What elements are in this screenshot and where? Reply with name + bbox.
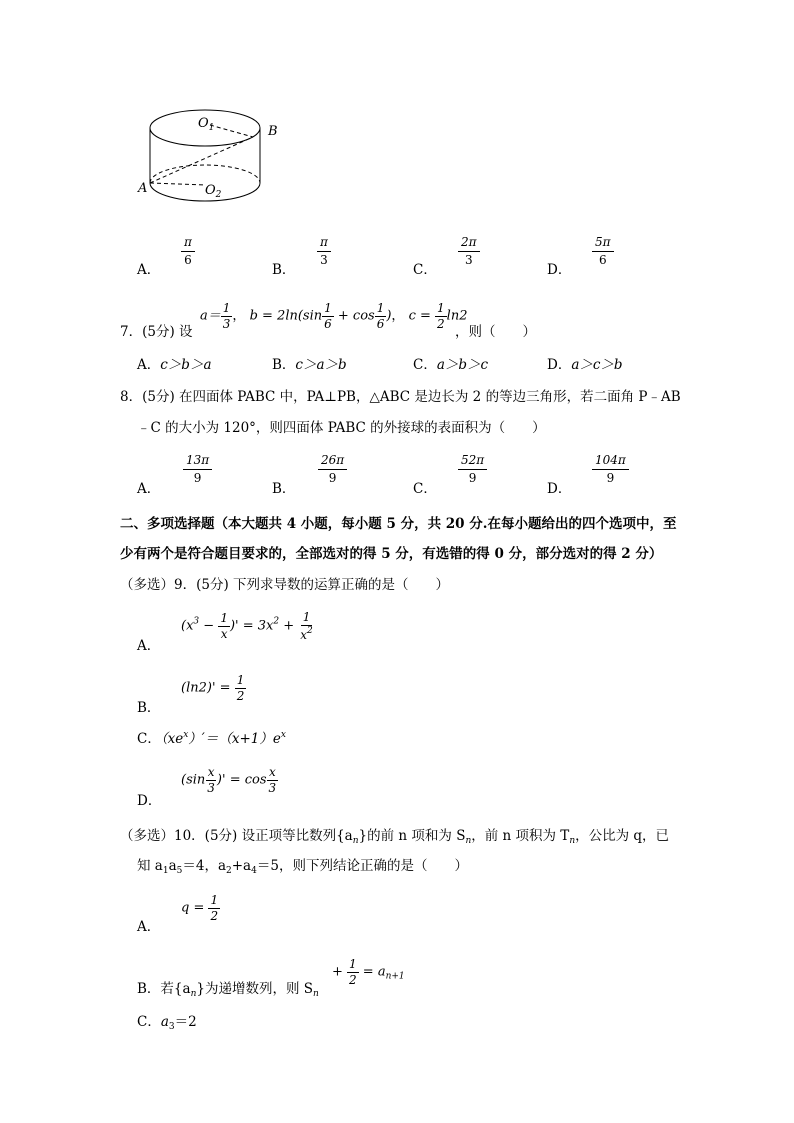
q9-option-b-formula: (ln2)' = $\frac{1}{2}$ <box>181 673 245 703</box>
q6-option-a-fraction: $\frac{\pi}{6}$ <box>181 236 195 267</box>
q9-option-b-letter: B． <box>137 700 161 716</box>
q10-option-c: C．$a_3=2$ <box>137 1014 197 1032</box>
q10-option-a-letter: A． <box>137 919 161 935</box>
q8-option-c-letter: C． <box>413 481 437 497</box>
q8-option-d-letter: D． <box>547 481 572 497</box>
q7-option-c: C．a＞b＞c <box>413 357 489 373</box>
q9-option-a-formula: ($x^3$ − $\frac{1}{x}$ )' = $3x^2$ + $\frac{1}{x^2}$ <box>181 610 313 642</box>
q8-option-d-fraction: $\frac{104\pi}{9}$ <box>592 454 629 485</box>
label-o2: $O_2$ <box>205 183 222 200</box>
q9-option-a-letter: A． <box>137 638 161 654</box>
q10-option-b: B．若$\{a_n\}$为递增数列，则 $S_n$ <box>137 981 319 999</box>
q6-option-d-fraction: $\frac{5\pi}{6}$ <box>592 236 614 267</box>
q8-stem-line1: 8．(5分) 在四面体 PABC 中，PA⊥PB，△ABC 是边长为 2 的等边三角形，若二面角 P﹣AB <box>120 389 681 405</box>
q7-stem-suffix: ，则（ ） <box>455 324 536 340</box>
q6-option-d-letter: D． <box>547 262 572 278</box>
q7-formula: a＝ $\frac{1}{3}$ ， b = 2ln(sin $\frac{1}{6}$ + cos $\frac{1}{6}$ )， c = $\frac{1}{2}$ ln2 <box>200 301 468 331</box>
section2-heading-line2: 少有两个是符合题目要求的，全部选对的得 5 分，有选错的得 0 分，部分选对的得 2 分） <box>120 546 663 562</box>
q6-option-c-fraction: $\frac{2\pi}{3}$ <box>458 236 480 267</box>
q10-option-a-formula: q = $\frac{1}{2}$ <box>181 893 219 923</box>
q10-option-b-formula: + $\frac{1}{2}$ = $a_{n+1}$ <box>332 957 405 987</box>
q6-option-c-letter: C． <box>413 262 437 278</box>
q7-option-b: B．c＞a＞b <box>272 357 347 373</box>
q7-option-d: D．a＞c＞b <box>547 357 623 373</box>
q7-option-a: A．c＞b＞a <box>137 357 212 373</box>
label-o1: $O_1$ <box>198 116 215 133</box>
q9-stem: （多选）9．(5分) 下列求导数的运算正确的是（ ） <box>120 577 450 593</box>
q8-stem-line2: ﹣C 的大小为 120°，则四面体 PABC 的外接球的表面积为（ ） <box>137 420 546 436</box>
q9-option-d-formula: (sin $\frac{x}{3}$ )' = cos $\frac{x}{3}$ <box>181 765 277 795</box>
q8-option-c-fraction: $\frac{52\pi}{9}$ <box>458 454 487 485</box>
q7-stem-prefix: 7．(5分) 设 <box>120 324 193 340</box>
q8-option-b-letter: B． <box>272 481 296 497</box>
q9-option-d-letter: D． <box>137 793 162 809</box>
q9-option-c: C．$(xe^x)'=(x+1)e^x$ <box>137 730 286 747</box>
q8-option-a-letter: A． <box>137 481 161 497</box>
q8-option-a-fraction: $\frac{13\pi}{9}$ <box>183 454 212 485</box>
cylinder-figure <box>135 95 295 225</box>
label-b: B <box>268 124 278 139</box>
q6-option-b-fraction: $\frac{\pi}{3}$ <box>317 236 331 267</box>
q8-option-b-fraction: $\frac{26\pi}{9}$ <box>318 454 347 485</box>
label-a: A <box>138 181 148 196</box>
q10-stem-line1: （多选）10．(5分) 设正项等比数列$\{a_n\}$的前 n 项和为 $S_n$，前 n 项积为 $T_n$，公比为 q，已 <box>120 828 670 846</box>
q6-option-b-letter: B． <box>272 262 296 278</box>
section2-heading-line1: 二、多项选择题（本大题共 4 小题，每小题 5 分，共 20 分.在每小题给出的四个选项中，至 <box>120 516 677 532</box>
q6-option-a-letter: A． <box>137 262 161 278</box>
q10-stem-line2: 知 $a_1a_5=4$，$a_2+a_4=5$，则下列结论正确的是（ ） <box>137 858 468 876</box>
